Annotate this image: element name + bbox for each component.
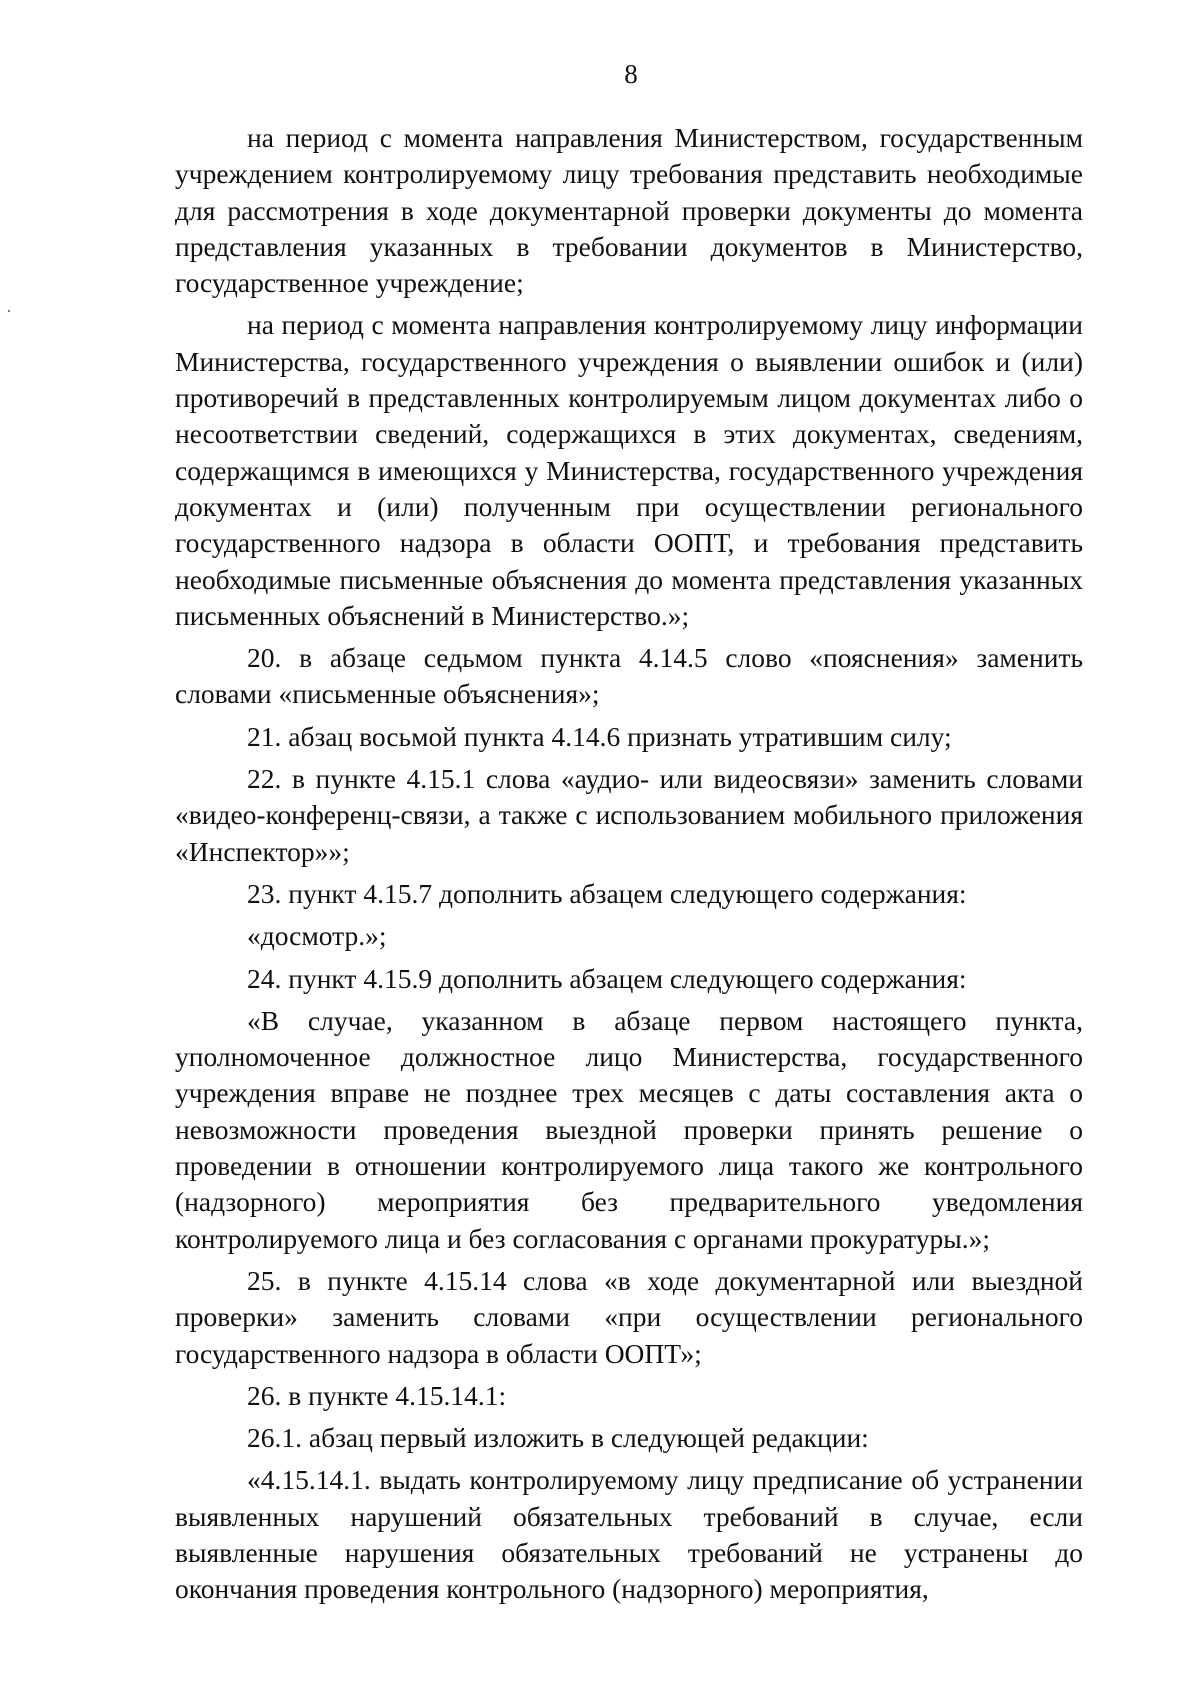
paragraph-item-26-1: 26.1. абзац первый изложить в следующей редакции: <box>247 1422 869 1454</box>
paragraph-item-21: 21. абзац восьмой пункта 4.14.6 признать утратившим силу; <box>247 720 952 752</box>
document-body <box>175 120 1083 1608</box>
paragraph-item-22: 22. в пункте 4.15.1 слова «аудио- или видеосвязи» заменить словами «видео-конференц-связи, а также с использованием мобильного приложения «Инспектор»»; <box>175 763 1083 867</box>
paragraph-dosmotr: «досмотр.»; <box>247 920 387 952</box>
paragraph-quote-4-15-14-1: «4.15.14.1. выдать контролируемому лицу предписание об устранении выявленных нарушений обязательных требований в случае, если выявленные нарушения обязательных требований не устранены до окончания проведения контрольного (надзорного) мероприятия, <box>175 1464 1083 1605</box>
page-number: 8 <box>624 59 638 89</box>
paragraph-item-26: 26. в пункте 4.15.14.1: <box>247 1379 507 1411</box>
paragraph-item-20: 20. в абзаце седьмом пункта 4.14.5 слово «пояснения» заменить словами «письменные объяснения»; <box>175 642 1083 710</box>
paragraph-item-25: 25. в пункте 4.15.14 слова «в ходе документарной или выездной проверки» заменить словами «при осуществлении регионального государственного надзора в области ООПТ»; <box>175 1264 1083 1369</box>
paragraph-2: на период с момента направления контролируемому лицу информации Министерства, государственного учреждения о выявлении ошибок и (или) противоречий в представленных контролируемым лицом документах либо о несоответствии сведений, содержащихся в этих документах, сведениям, содержащимся в имеющихся у Министерства, государственного учреждения документах и (или) полученным при осуществлении регионального государственного надзора в области ООПТ, и требования представить необходимые письменные объяснения до момента представления указанных письменных объяснений в Министерство.»; <box>175 309 1083 631</box>
paragraph-quote-case: «В случае, указанном в абзаце первом настоящего пункта, уполномоченное должностное лицо Министерства, государственного учреждения вправе не позднее трех месяцев с даты составления акта о невозможности проведения выездной проверки принять решение о проведении в отношении контролируемого лица такого же контрольного (надзорного) мероприятия без предварительного уведомления контролируемого лица и без согласования с органами прокуратуры.»; <box>175 1004 1083 1254</box>
paragraph-1: на период с момента направления Министерством, государственным учреждением контролируемому лицу требования представить необходимые для рассмотрения в ходе документарной проверки документы до момента представления указанных в требовании документов в Министерство, государственное учреждение; <box>175 122 1083 299</box>
paragraph-item-23: 23. пункт 4.15.7 дополнить абзацем следующего содержания: <box>247 877 967 909</box>
scan-speck <box>8 310 10 312</box>
paragraph-item-24: 24. пункт 4.15.9 дополнить абзацем следующего содержания: <box>247 962 967 994</box>
